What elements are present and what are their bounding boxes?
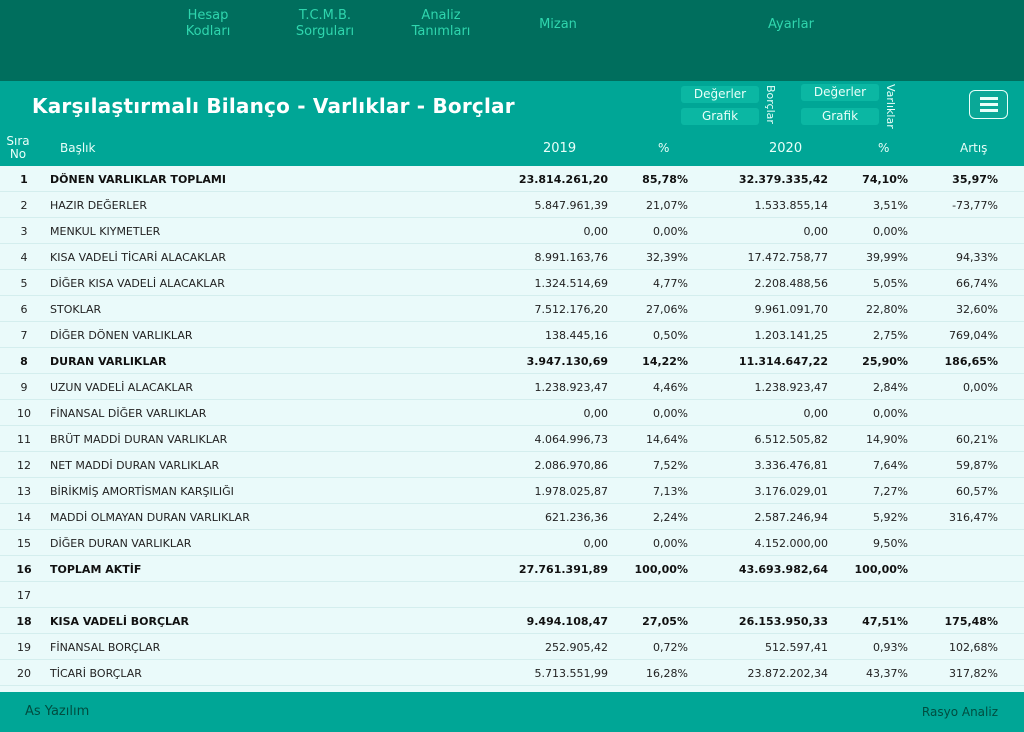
value-2019: 8.991.163,76: [534, 251, 608, 264]
row-title: TİCARİ BORÇLAR: [50, 667, 142, 680]
pct-2019: 85,78%: [642, 173, 688, 186]
pct-2019: 21,07%: [646, 199, 688, 212]
value-2019: 0,00: [583, 537, 608, 550]
value-2020: 3.176.029,01: [754, 485, 828, 498]
menu-button[interactable]: [969, 90, 1008, 119]
row-title: BİRİKMİŞ AMORTİSMAN KARŞILIĞI: [50, 485, 234, 498]
pct-2019: 32,39%: [646, 251, 688, 264]
table-row[interactable]: [0, 530, 1024, 556]
pct-2019: 7,13%: [653, 485, 688, 498]
value-2020: 6.512.505,82: [754, 433, 828, 446]
pct-2020: 74,10%: [862, 173, 908, 186]
balance-table: [0, 166, 1024, 686]
header-year-2019: 2019: [543, 141, 577, 156]
value-2020: 0,00: [803, 225, 828, 238]
value-2020: 26.153.950,33: [738, 615, 828, 628]
row-title: FİNANSAL DİĞER VARLIKLAR: [50, 407, 207, 420]
pct-2019: 0,72%: [653, 641, 688, 654]
row-title: DİĞER DURAN VARLIKLAR: [50, 537, 192, 550]
value-2020: 0,00: [803, 407, 828, 420]
increase: 59,87%: [956, 459, 998, 472]
table-row[interactable]: [0, 218, 1024, 244]
table-row[interactable]: [0, 166, 1024, 192]
nav-analiz-tanimlari[interactable]: Analiz Tanımları: [411, 8, 471, 39]
value-2020: 9.961.091,70: [754, 303, 828, 316]
table-row[interactable]: [0, 296, 1024, 322]
borclar-chart-button[interactable]: Grafik: [681, 108, 759, 125]
row-number: 14: [17, 511, 31, 524]
value-2020: 32.379.335,42: [738, 173, 828, 186]
row-title: DURAN VARLIKLAR: [50, 355, 167, 368]
table-row[interactable]: [0, 244, 1024, 270]
header-title: Başlık: [60, 141, 96, 155]
hamburger-icon: [980, 97, 998, 100]
pct-2019: 4,77%: [653, 277, 688, 290]
nav-tcmb-sorgulari[interactable]: T.C.M.B. Sorguları: [295, 8, 355, 39]
row-number: 5: [20, 277, 28, 290]
header-row-number: Sıra No: [6, 134, 30, 161]
row-number: 13: [17, 485, 31, 498]
row-title: MENKUL KIYMETLER: [50, 225, 161, 238]
increase: 769,04%: [949, 329, 998, 342]
value-2020: 23.872.202,34: [747, 667, 828, 680]
value-2020: 11.314.647,22: [738, 355, 828, 368]
page-title: Karşılaştırmalı Bilanço - Varlıklar - Borçlar: [32, 94, 515, 118]
nav-mizan[interactable]: Mizan: [539, 17, 577, 32]
pct-2020: 0,00%: [873, 407, 908, 420]
row-title: DİĞER KISA VADELİ ALACAKLAR: [50, 277, 225, 290]
row-title: HAZIR DEĞERLER: [50, 199, 147, 212]
pct-2019: 100,00%: [634, 563, 688, 576]
value-2020: 2.587.246,94: [754, 511, 828, 524]
pct-2019: 4,46%: [653, 381, 688, 394]
value-2020: 1.533.855,14: [754, 199, 828, 212]
table-row[interactable]: [0, 582, 1024, 608]
pct-2019: 0,00%: [653, 225, 688, 238]
table-row[interactable]: [0, 374, 1024, 400]
row-title: NET MADDİ DURAN VARLIKLAR: [50, 459, 220, 472]
row-number: 18: [16, 615, 32, 628]
header-year-2020: 2020: [769, 141, 803, 156]
pct-2019: 0,00%: [653, 537, 688, 550]
value-2019: 5.847.961,39: [534, 199, 608, 212]
nav-hesap-kodlari[interactable]: Hesap Kodları: [185, 8, 231, 39]
table-row[interactable]: [0, 452, 1024, 478]
title-bar: [0, 81, 1024, 130]
pct-2019: 0,00%: [653, 407, 688, 420]
footer: [0, 692, 1024, 732]
table-row[interactable]: [0, 400, 1024, 426]
value-2019: 138.445,16: [545, 329, 608, 342]
value-2019: 7.512.176,20: [534, 303, 608, 316]
value-2019: 0,00: [583, 225, 608, 238]
value-2019: 0,00: [583, 407, 608, 420]
value-2019: 3.947.130,69: [526, 355, 608, 368]
row-title: KISA VADELİ BORÇLAR: [50, 615, 190, 628]
pct-2020: 9,50%: [873, 537, 908, 550]
pct-2019: 27,06%: [646, 303, 688, 316]
pct-2019: 14,22%: [642, 355, 688, 368]
pct-2020: 47,51%: [862, 615, 908, 628]
footer-app-name: Rasyo Analiz: [921, 705, 998, 719]
row-title: UZUN VADELİ ALACAKLAR: [50, 381, 194, 394]
pct-2020: 0,00%: [873, 225, 908, 238]
increase: 102,68%: [949, 641, 998, 654]
header-increase: Artış: [960, 141, 988, 155]
value-2019: 27.761.391,89: [518, 563, 608, 576]
table-row[interactable]: [0, 322, 1024, 348]
pct-2020: 2,75%: [873, 329, 908, 342]
row-number: 8: [20, 355, 28, 368]
pct-2020: 3,51%: [873, 199, 908, 212]
value-2019: 1.978.025,87: [534, 485, 608, 498]
value-2020: 1.238.923,47: [754, 381, 828, 394]
value-2019: 2.086.970,86: [534, 459, 608, 472]
increase: -73,77%: [952, 199, 998, 212]
pct-2020: 14,90%: [866, 433, 908, 446]
pct-2019: 27,05%: [642, 615, 688, 628]
table-row[interactable]: [0, 426, 1024, 452]
row-number: 3: [20, 225, 28, 238]
pct-2019: 14,64%: [646, 433, 688, 446]
table-row[interactable]: [0, 556, 1024, 582]
header-pct-2019: %: [658, 141, 670, 155]
row-number: 16: [16, 563, 32, 576]
row-number: 7: [20, 329, 28, 342]
table-row[interactable]: [0, 504, 1024, 530]
pct-2019: 2,24%: [653, 511, 688, 524]
row-title: BRÜT MADDİ DURAN VARLIKLAR: [50, 433, 228, 446]
value-2019: 4.064.996,73: [534, 433, 608, 446]
increase: 60,21%: [956, 433, 998, 446]
table-header: [0, 130, 1024, 166]
row-number: 15: [17, 537, 31, 550]
row-number: 4: [20, 251, 28, 264]
pct-2020: 43,37%: [866, 667, 908, 680]
pct-2019: 0,50%: [653, 329, 688, 342]
pct-2020: 7,64%: [873, 459, 908, 472]
table-row[interactable]: [0, 634, 1024, 660]
value-2019: 23.814.261,20: [518, 173, 608, 186]
varliklar-side-label: Varlıklar: [884, 84, 897, 129]
borclar-values-button[interactable]: Değerler: [681, 86, 759, 103]
increase: 0,00%: [963, 381, 998, 394]
value-2019: 252.905,42: [545, 641, 608, 654]
value-2020: 2.208.488,56: [754, 277, 828, 290]
row-number: 17: [17, 589, 31, 602]
value-2020: 512.597,41: [765, 641, 828, 654]
pct-2020: 39,99%: [866, 251, 908, 264]
value-2020: 3.336.476,81: [754, 459, 828, 472]
row-number: 9: [20, 381, 28, 394]
row-number: 11: [17, 433, 31, 446]
header-pct-2020: %: [878, 141, 890, 155]
table-row[interactable]: [0, 192, 1024, 218]
row-number: 20: [17, 667, 31, 680]
value-2019: 1.238.923,47: [534, 381, 608, 394]
value-2020: 17.472.758,77: [747, 251, 828, 264]
pct-2020: 7,27%: [873, 485, 908, 498]
row-number: 12: [17, 459, 31, 472]
pct-2020: 100,00%: [854, 563, 908, 576]
pct-2020: 5,05%: [873, 277, 908, 290]
increase: 94,33%: [956, 251, 998, 264]
varliklar-values-button[interactable]: Değerler: [801, 84, 879, 101]
table-row[interactable]: [0, 270, 1024, 296]
increase: 186,65%: [944, 355, 998, 368]
row-title: KISA VADELİ TİCARİ ALACAKLAR: [50, 251, 227, 264]
row-title: TOPLAM AKTİF: [50, 563, 142, 576]
value-2019: 5.713.551,99: [534, 667, 608, 680]
increase: 175,48%: [944, 615, 998, 628]
row-number: 2: [20, 199, 28, 212]
row-title: STOKLAR: [50, 303, 102, 316]
value-2020: 1.203.141,25: [754, 329, 828, 342]
row-number: 10: [17, 407, 31, 420]
value-2020: 43.693.982,64: [738, 563, 828, 576]
varliklar-chart-button[interactable]: Grafik: [801, 108, 879, 125]
nav-ayarlar[interactable]: Ayarlar: [768, 17, 814, 32]
value-2020: 4.152.000,00: [754, 537, 828, 550]
pct-2020: 5,92%: [873, 511, 908, 524]
increase: 316,47%: [949, 511, 998, 524]
increase: 60,57%: [956, 485, 998, 498]
increase: 35,97%: [952, 173, 998, 186]
pct-2019: 7,52%: [653, 459, 688, 472]
row-title: DİĞER DÖNEN VARLIKLAR: [50, 329, 193, 342]
pct-2020: 22,80%: [866, 303, 908, 316]
row-number: 19: [17, 641, 31, 654]
row-title: MADDİ OLMAYAN DURAN VARLIKLAR: [50, 511, 250, 524]
increase: 32,60%: [956, 303, 998, 316]
increase: 317,82%: [949, 667, 998, 680]
pct-2019: 16,28%: [646, 667, 688, 680]
top-navigation: [0, 0, 1024, 81]
row-number: 6: [20, 303, 28, 316]
table-row[interactable]: [0, 478, 1024, 504]
pct-2020: 2,84%: [873, 381, 908, 394]
increase: 66,74%: [956, 277, 998, 290]
row-title: FİNANSAL BORÇLAR: [50, 641, 161, 654]
value-2019: 1.324.514,69: [534, 277, 608, 290]
pct-2020: 25,90%: [862, 355, 908, 368]
table-row[interactable]: [0, 608, 1024, 634]
table-row[interactable]: [0, 348, 1024, 374]
value-2019: 621.236,36: [545, 511, 608, 524]
row-title: DÖNEN VARLIKLAR TOPLAMI: [50, 173, 226, 186]
borclar-side-label: Borçlar: [764, 85, 777, 124]
table-row[interactable]: [0, 660, 1024, 686]
pct-2020: 0,93%: [873, 641, 908, 654]
value-2019: 9.494.108,47: [526, 615, 608, 628]
row-number: 1: [20, 173, 28, 186]
footer-company: As Yazılım: [25, 704, 90, 719]
